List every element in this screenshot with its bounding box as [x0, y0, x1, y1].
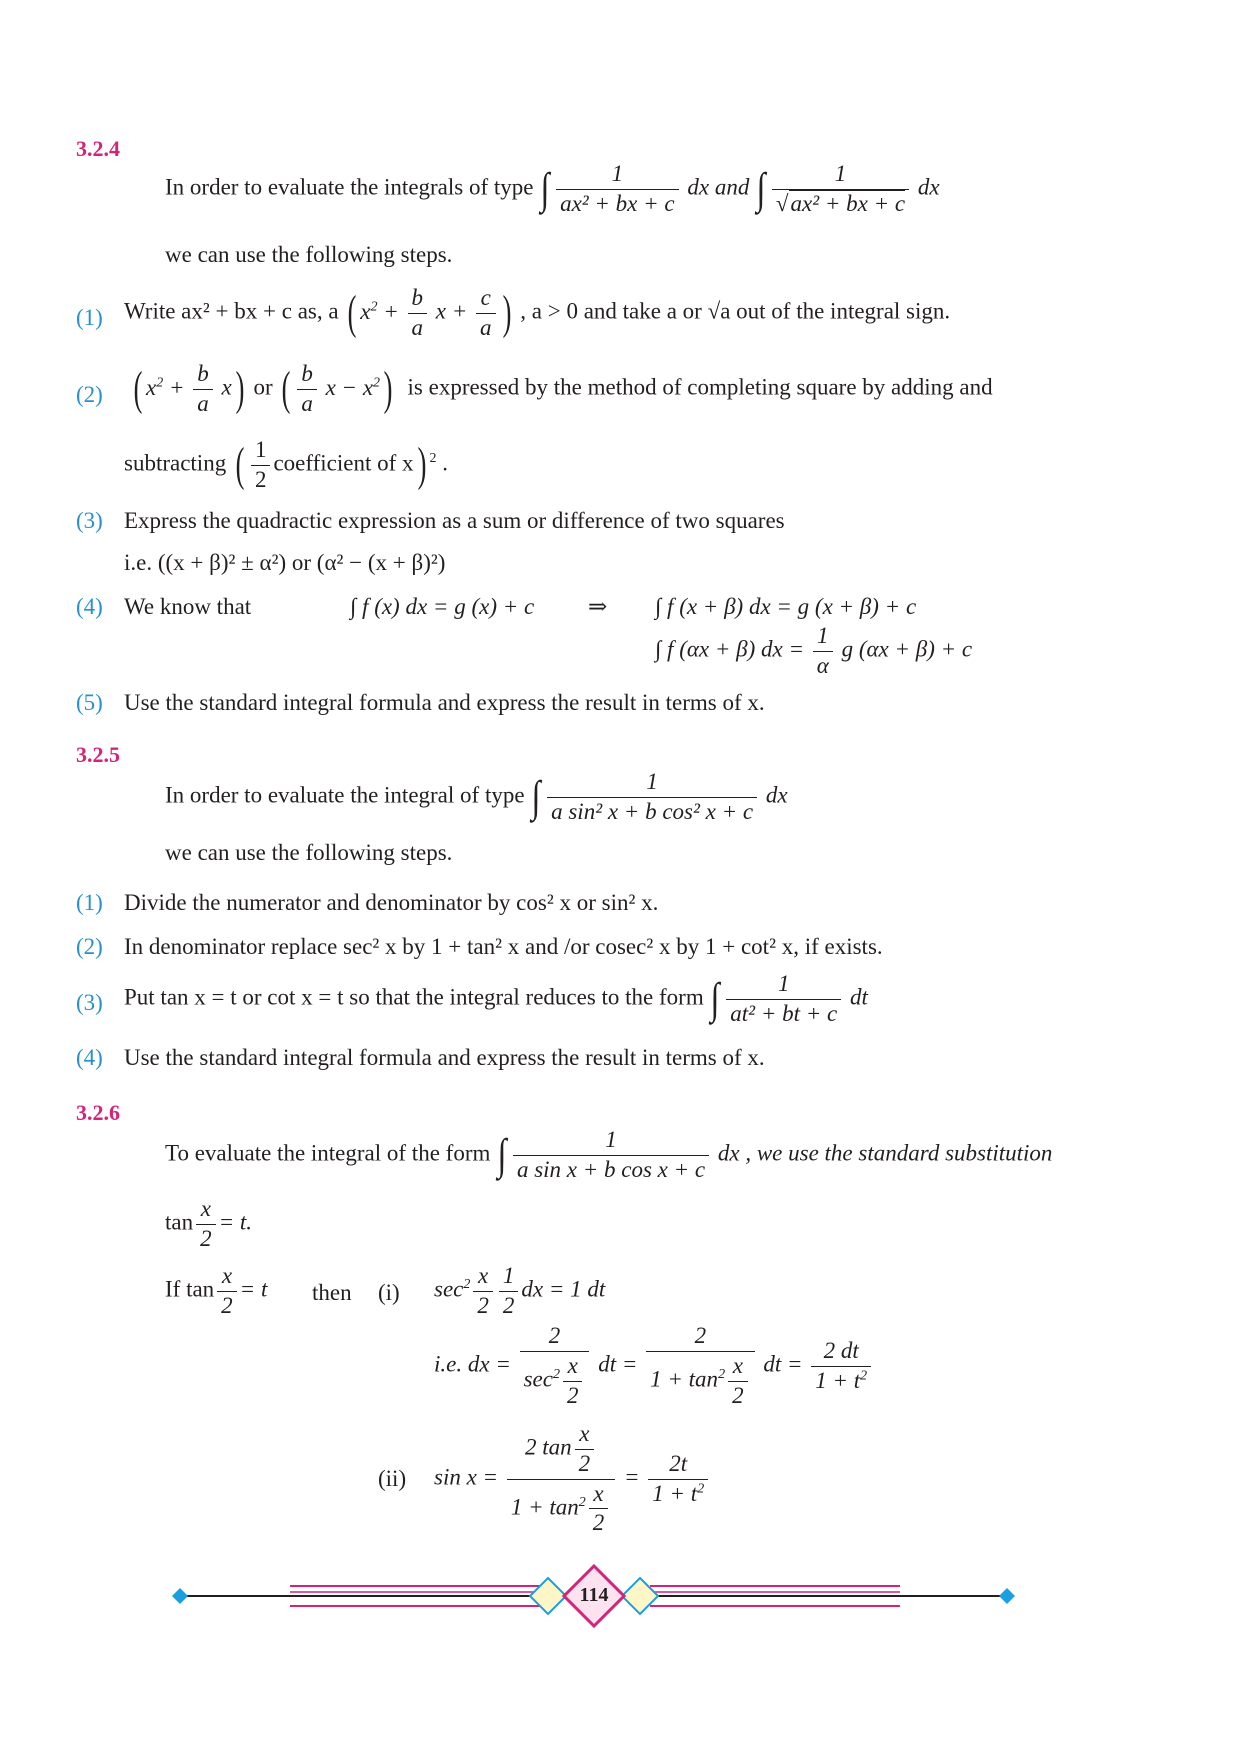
and-text: dx and: [687, 174, 750, 200]
intro-line: [165, 160, 940, 219]
step-text: In denominator replace sec² x by 1 + tan² x and /or cosec² x by 1 + cot² x, if exists.: [124, 934, 883, 959]
step-text: Put tan x = t or cot x = t so that the integral reduces to the form ∫ $\frac{1}{\text{at² + bt + c}}$ dt: [124, 971, 868, 1026]
formula: $\sec^2$ $\frac{x}{2}$ $\frac{1}{2}$ dx = 1 dt: [434, 1263, 606, 1318]
step-text: Express the quadractic expression as a sum or difference of two squares: [124, 508, 785, 533]
footer-ornament: [0, 1560, 1241, 1630]
formula: ∫ f (x) dx = g (x) + c: [350, 594, 535, 619]
formula: ∫ f (x + β) dx = g (x + β) + c: [655, 594, 917, 619]
step-text: Use the standard integral formula and express the result in terms of x.: [124, 1045, 765, 1070]
step-number: (2): [76, 934, 103, 959]
fraction: $\frac{1}{\text{√ax² + bx + c}}$: [772, 160, 909, 219]
formula: i.e. dx = 2 $\sec^2$ $\frac{x}{2}$ dt = 2 $1 + \tan^2$ $\frac{x}{2}$ dt = $\frac{2 dt}{1 + t^2}$: [434, 1322, 874, 1410]
diamond-icon: [172, 1588, 188, 1604]
step-number: (2): [76, 382, 103, 407]
step-number: (3): [76, 990, 103, 1015]
step-text: Use the standard integral formula and express the result in terms of x.: [124, 690, 765, 715]
page-number: 114: [579, 1584, 609, 1606]
dx-text: dx: [917, 174, 940, 200]
step-text: ( $x^2$ + $\frac{b}{a}$ x) or ( $\frac{b}{a}$ $x - x^2$) is expressed by the method of completing square by adding and: [133, 361, 993, 416]
section-heading: 3.2.5: [76, 742, 120, 767]
section-heading: 3.2.4: [76, 136, 120, 161]
page-footer: [0, 1560, 1241, 1630]
if-line: If tan $\frac{x}{2}$ = t: [165, 1263, 268, 1318]
step-text: subtracting ( $\frac{1}{2}$ coefficient of x) $^2$ .: [124, 437, 448, 492]
intro-text: In order to evaluate the integrals of type: [165, 174, 534, 200]
integral-sign: ∫: [540, 164, 550, 214]
step-text: Write ax² + bx + c as, a ( $x^2$ + $\frac{b}{a}$ x + $\frac{c}{a}$ ) , a > 0 and take a or √a out of the integral sign.: [124, 285, 951, 340]
section-heading: 3.2.6: [76, 1100, 120, 1125]
intro-line-2: we can use the following steps.: [165, 242, 453, 267]
intro-line: In order to evaluate the integral of type ∫ $\frac{1}{\text{a sin² x + b cos² x + c}}$ dx: [165, 769, 788, 824]
step-number: (1): [76, 305, 103, 330]
intro-line-2: we can use the following steps.: [165, 840, 453, 865]
diamond-icon: [999, 1588, 1015, 1604]
case-label: (i): [378, 1280, 400, 1305]
step-number: (1): [76, 890, 103, 915]
intro-line: To evaluate the integral of the form ∫ $\frac{1}{\text{a sin x + b cos x + c}}$ dx , we use the standard substitution: [165, 1127, 1053, 1182]
implies-arrow: ⇒: [588, 594, 608, 619]
integral-sign: ∫: [756, 164, 766, 214]
step-text: Divide the numerator and denominator by cos² x or sin² x.: [124, 890, 659, 915]
fraction: $\frac{1}{\text{ax² + bx + c}}$: [556, 160, 679, 219]
formula: ∫ f (αx + β) dx = $\frac{1}{\alpha}$ g (αx + β) + c: [655, 623, 973, 678]
case-label: (ii): [378, 1466, 407, 1491]
step-number: (4): [76, 1045, 103, 1070]
formula: sin x = 2 tan $\frac{x}{2}$ $1 + \tan^2$ $\frac{x}{2}$ = $\frac{2t}{1 + t^2}$: [434, 1420, 711, 1538]
tan-line: tan $\frac{x}{2}$ = t.: [165, 1196, 253, 1251]
step-number: (4): [76, 594, 103, 619]
step-number: (3): [76, 508, 103, 533]
then-text: then: [312, 1280, 352, 1305]
step-text: We know that: [124, 594, 252, 619]
step-text: i.e. ((x + β)² ± α²) or (α² − (x + β)²): [124, 550, 446, 575]
step-number: (5): [76, 690, 103, 715]
